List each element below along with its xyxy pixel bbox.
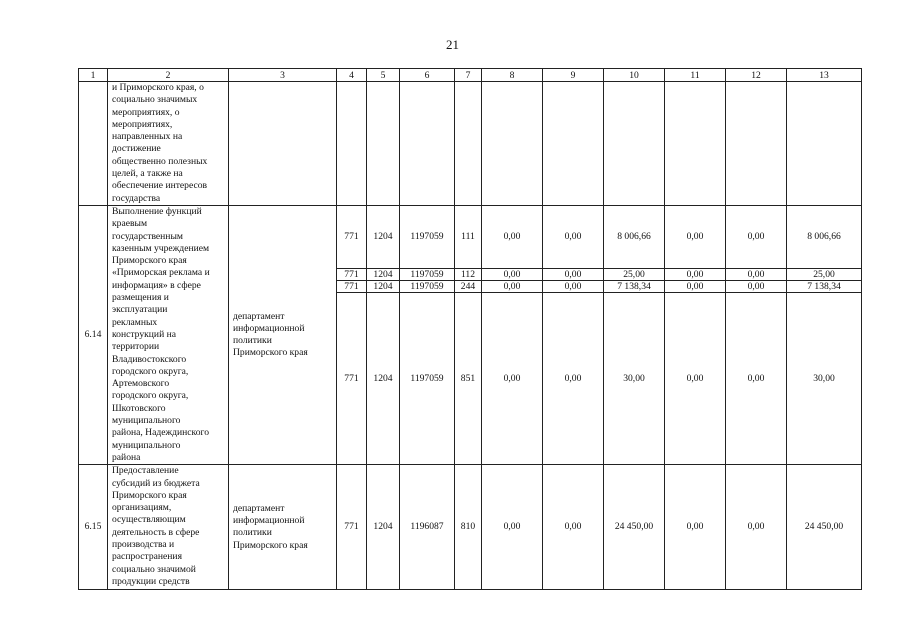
cell-c4: 771 — [337, 465, 367, 590]
cell-c12: 0,00 — [726, 280, 787, 292]
column-header: 9 — [543, 69, 604, 82]
cell-c13: 25,00 — [787, 268, 862, 280]
cell-c7: 112 — [455, 268, 482, 280]
column-number-row — [79, 69, 862, 82]
column-header: 2 — [108, 69, 229, 82]
cell-c9: 0,00 — [543, 293, 604, 465]
cell-c5: 1204 — [367, 268, 400, 280]
cell-c8: 0,00 — [482, 206, 543, 269]
column-header: 13 — [787, 69, 862, 82]
cell-c10: 7 138,34 — [604, 280, 665, 292]
cell-c11: 0,00 — [665, 465, 726, 590]
column-header: 11 — [665, 69, 726, 82]
cell-c6: 1197059 — [400, 206, 455, 269]
cell-c6: 1196087 — [400, 465, 455, 590]
cell-c13: 24 450,00 — [787, 465, 862, 590]
cell-c5: 1204 — [367, 280, 400, 292]
cell-c9: 0,00 — [543, 465, 604, 590]
cell-c12: 0,00 — [726, 293, 787, 465]
cell-c10: 25,00 — [604, 268, 665, 280]
cell-c8: 0,00 — [482, 293, 543, 465]
department: департамент информационной политики Приморского края — [229, 206, 337, 465]
cell-c7: 851 — [455, 293, 482, 465]
cell-c4: 771 — [337, 268, 367, 280]
cell-c12: 0,00 — [726, 465, 787, 590]
column-header: 12 — [726, 69, 787, 82]
item-number-cell — [79, 82, 108, 206]
continuation-row — [79, 82, 862, 206]
cell-c11: 0,00 — [665, 293, 726, 465]
cell-c10: 24 450,00 — [604, 465, 665, 590]
cell-c5: 1204 — [367, 293, 400, 465]
cell-c11: 0,00 — [665, 268, 726, 280]
column-header: 1 — [79, 69, 108, 82]
cell-c8: 0,00 — [482, 280, 543, 292]
column-header: 10 — [604, 69, 665, 82]
column-header: 3 — [229, 69, 337, 82]
column-header: 8 — [482, 69, 543, 82]
cell-c12: 0,00 — [726, 268, 787, 280]
continuation-description: и Приморского края, о социально значимых мероприятиях, о мероприятиях, направленных на достижение общественно полезных целей, а также на обеспечение интересов государства — [108, 82, 229, 206]
cell-c9: 0,00 — [543, 206, 604, 269]
cell-c13: 30,00 — [787, 293, 862, 465]
cell-c12: 0,00 — [726, 206, 787, 269]
item-description: Выполнение функций краевым государственным казенным учреждением Приморского края «Приморская реклама и информация» в сфере размещения и эксплуатации рекламных конструкций на территории Владивостокского городского округа, Артемовского городского округа, Шкотовского муниципального района, Надеждинского муниципального района — [108, 206, 229, 465]
cell-c7: 244 — [455, 280, 482, 292]
column-header: 7 — [455, 69, 482, 82]
cell-c4: 771 — [337, 206, 367, 269]
department: департамент информационной политики Приморского края — [229, 465, 337, 590]
column-header: 6 — [400, 69, 455, 82]
cell-c8: 0,00 — [482, 268, 543, 280]
item-number: 6.14 — [79, 206, 108, 465]
column-header: 5 — [367, 69, 400, 82]
cell-c11: 0,00 — [665, 280, 726, 292]
cell-c7: 111 — [455, 206, 482, 269]
cell-c10: 30,00 — [604, 293, 665, 465]
table-row — [79, 465, 862, 590]
cell-c5: 1204 — [367, 206, 400, 269]
cell-c13: 8 006,66 — [787, 206, 862, 269]
cell-c11: 0,00 — [665, 206, 726, 269]
budget-table — [78, 68, 862, 590]
cell-c5: 1204 — [367, 465, 400, 590]
item-description: Предоставление субсидий из бюджета Приморского края организациям, осуществляющим деятельность в сфере производства и распространения социально значимой продукции средств — [108, 465, 229, 590]
column-header: 4 — [337, 69, 367, 82]
cell-c4: 771 — [337, 293, 367, 465]
cell-c6: 1197059 — [400, 293, 455, 465]
cell-c9: 0,00 — [543, 268, 604, 280]
cell-c10: 8 006,66 — [604, 206, 665, 269]
cell-c9: 0,00 — [543, 280, 604, 292]
cell-c7: 810 — [455, 465, 482, 590]
cell-c13: 7 138,34 — [787, 280, 862, 292]
cell-c6: 1197059 — [400, 268, 455, 280]
page-number: 21 — [446, 37, 459, 52]
cell-c6: 1197059 — [400, 280, 455, 292]
cell-c8: 0,00 — [482, 465, 543, 590]
table-row — [79, 206, 862, 269]
item-number: 6.15 — [79, 465, 108, 590]
cell-c4: 771 — [337, 280, 367, 292]
